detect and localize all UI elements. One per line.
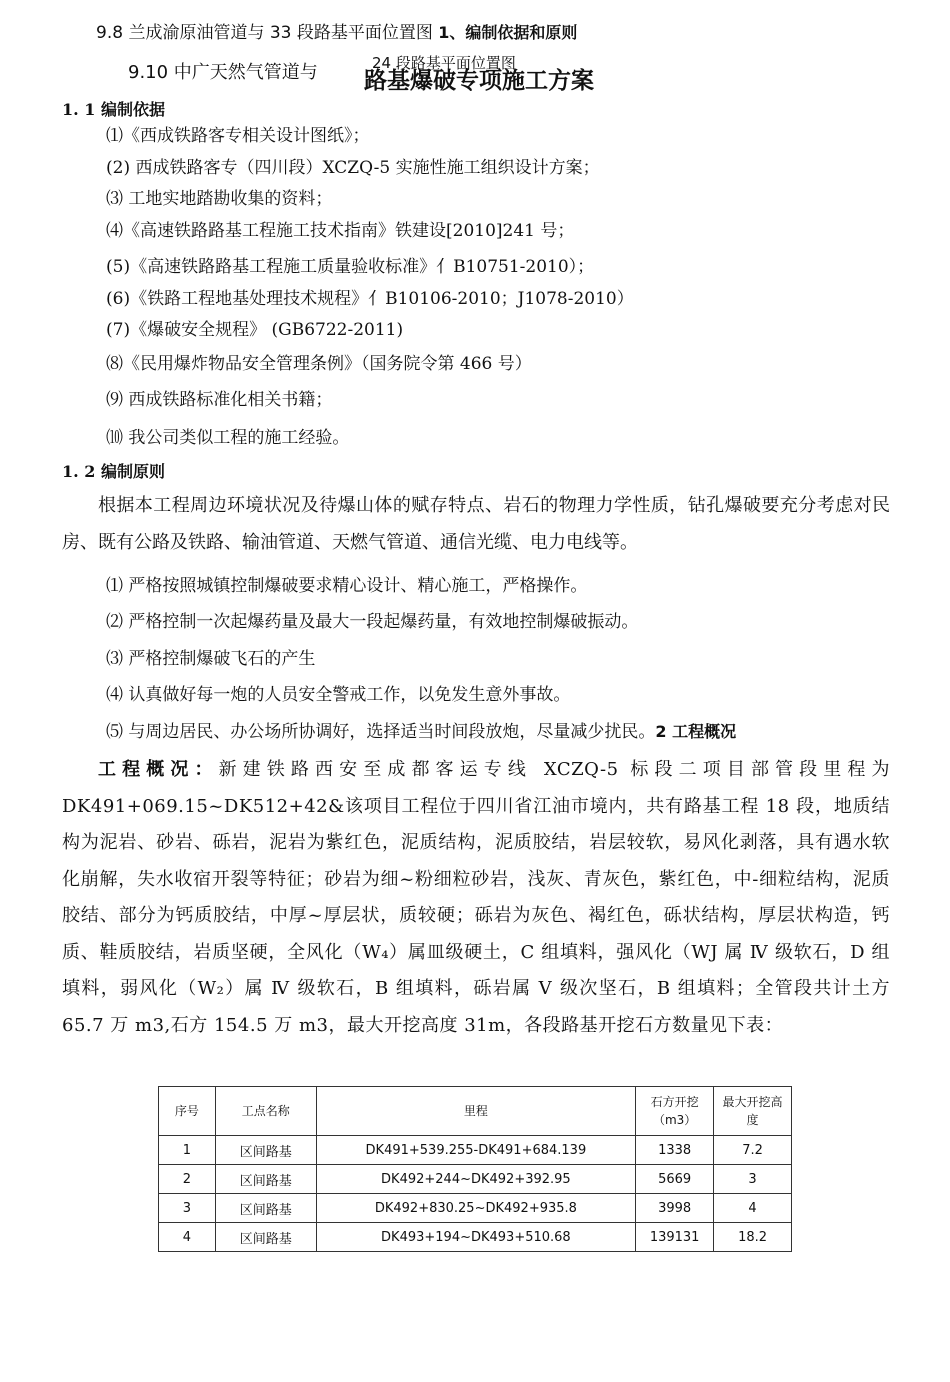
col-header-max-height: 最大开挖高度 — [714, 1087, 792, 1136]
col-header-volume: 石方开挖（m3） — [636, 1087, 714, 1136]
col-header-mileage: 里程 — [316, 1087, 636, 1136]
principle-item-3: ⑶ 严格控制爆破飞石的产生 — [106, 649, 316, 669]
cell-volume: 5669 — [636, 1165, 714, 1194]
header-overlap-text: 24 段路基平面位置图 — [372, 54, 516, 72]
table-header-row — [159, 1087, 792, 1136]
basis-item-4: ⑷《高速铁路路基工程施工技术指南》铁建设[2010]241 号； — [106, 221, 575, 241]
basis-item-3: ⑶ 工地实地踏勘收集的资料； — [106, 189, 333, 209]
basis-item-5: (5)《高速铁路路基工程施工质量验收标准》亻B10751-2010）； — [106, 257, 595, 277]
cell-max-height: 7.2 — [714, 1136, 792, 1165]
cell-index: 3 — [159, 1194, 216, 1223]
basis-item-2: (2) 西成铁路客专（四川段）XCZQ-5 实施性施工组织设计方案； — [106, 158, 600, 178]
principle-item-4: ⑷ 认真做好每一炮的人员安全警戒工作，以免发生意外事故。 — [106, 685, 571, 705]
cell-site: 区间路基 — [215, 1165, 316, 1194]
table-row — [159, 1136, 792, 1165]
header-line-1-right: 1、编制依据和原则 — [438, 23, 578, 42]
principle-item-1: ⑴ 严格按照城镇控制爆破要求精心设计、精心施工，严格操作。 — [106, 576, 588, 596]
table-row — [159, 1223, 792, 1252]
cell-site: 区间路基 — [215, 1136, 316, 1165]
basis-item-7: (7)《爆破安全规程》 (GB6722-2011) — [106, 320, 404, 340]
cell-mileage: DK491+539.255-DK491+684.139 — [316, 1136, 636, 1165]
cell-site: 区间路基 — [215, 1223, 316, 1252]
overview-text: 新建铁路西安至成都客运专线 XCZQ-5 标段二项目部管段里程为 DK491+069.15~DK512+42&该项目工程位于四川省江油市境内，共有路基工程 18 段，地质结构为泥岩、砂岩、砾岩，泥岩为紫红色，泥质结构，泥质胶结，岩层较软，易风化剥落，具有遇水软化崩解，失水收宿开裂等特征；砂岩为细~粉细粒砂岩，浅灰、青灰色，紫红色，中-细粒结构，泥质胶结、部分为钙质胶结，中厚~厚层状，质较硬；砾岩为灰色、褐红色，砾状结构，厚层状构造，钙质、鞋质胶结，岩质坚硬，全风化（W₄）属皿级硬土，C 组填料，强风化（WJ 属 Ⅳ 级软石，D 组填料，弱风化（W₂）属 Ⅳ 级软石，B 组填料，砾岩属 Ⅴ 级次坚石，B 组填料；全管段共计土方 65.7 万 m3,石方 154.5 万 m3，最大开挖高度 31m，各段路基开挖石方数量见下表： — [62, 759, 891, 1036]
overview-label: 工程概况： — [98, 759, 219, 780]
principle-item-5 — [106, 717, 736, 742]
cell-max-height: 4 — [714, 1194, 792, 1223]
header-line-1 — [96, 18, 577, 43]
excavation-table — [158, 1086, 792, 1252]
principles-intro: 根据本工程周边环境状况及待爆山体的赋存特点、岩石的物理力学性质，钻孔爆破要充分考虑对民房、既有公路及铁路、输油管道、天燃气管道、通信光缆、电力电线等。 — [62, 495, 890, 553]
basis-item-10: ⑽ 我公司类似工程的施工经验。 — [106, 428, 350, 448]
principle-item-5-text: ⑸ 与周边居民、办公场所协调好，选择适当时间段放炮，尽量减少扰民。 — [106, 722, 656, 742]
cell-index: 4 — [159, 1223, 216, 1252]
table-row — [159, 1194, 792, 1223]
cell-mileage: DK492+830.25~DK492+935.8 — [316, 1194, 636, 1223]
basis-item-6: (6)《铁路工程地基处理技术规程》亻B10106-2010；J1078-2010） — [106, 289, 634, 309]
cell-mileage: DK493+194~DK493+510.68 — [316, 1223, 636, 1252]
basis-item-9: ⑼ 西成铁路标准化相关书籍； — [106, 390, 333, 410]
section-1-1-heading: 1. 1 编制依据 — [62, 100, 165, 119]
cell-index: 2 — [159, 1165, 216, 1194]
section-2-heading: 2 工程概况 — [655, 722, 737, 741]
basis-item-1: ⑴《西成铁路客专相关设计图纸》； — [106, 126, 370, 146]
cell-mileage: DK492+244~DK492+392.95 — [316, 1165, 636, 1194]
cell-index: 1 — [159, 1136, 216, 1165]
table-row — [159, 1165, 792, 1194]
cell-volume: 139131 — [636, 1223, 714, 1252]
cell-site: 区间路基 — [215, 1194, 316, 1223]
col-header-site: 工点名称 — [215, 1087, 316, 1136]
header-line-2: 9.10 中广天然气管道与 — [128, 62, 318, 83]
col-header-index: 序号 — [159, 1087, 216, 1136]
overview-paragraph — [62, 752, 890, 1044]
cell-volume: 3998 — [636, 1194, 714, 1223]
section-1-2-heading: 1. 2 编制原则 — [62, 462, 165, 481]
cell-max-height: 18.2 — [714, 1223, 792, 1252]
principle-item-2: ⑵ 严格控制一次起爆药量及最大一段起爆药量，有效地控制爆破振动。 — [106, 612, 639, 632]
cell-max-height: 3 — [714, 1165, 792, 1194]
cell-volume: 1338 — [636, 1136, 714, 1165]
doc-title: 路基爆破专项施工方案 — [364, 68, 594, 94]
basis-item-8: ⑻《民用爆炸物品安全管理条例》（国务院令第 466 号） — [106, 354, 532, 374]
header-line-1-left: 9.8 兰成渝原油管道与 33 段路基平面位置图 — [96, 23, 439, 43]
